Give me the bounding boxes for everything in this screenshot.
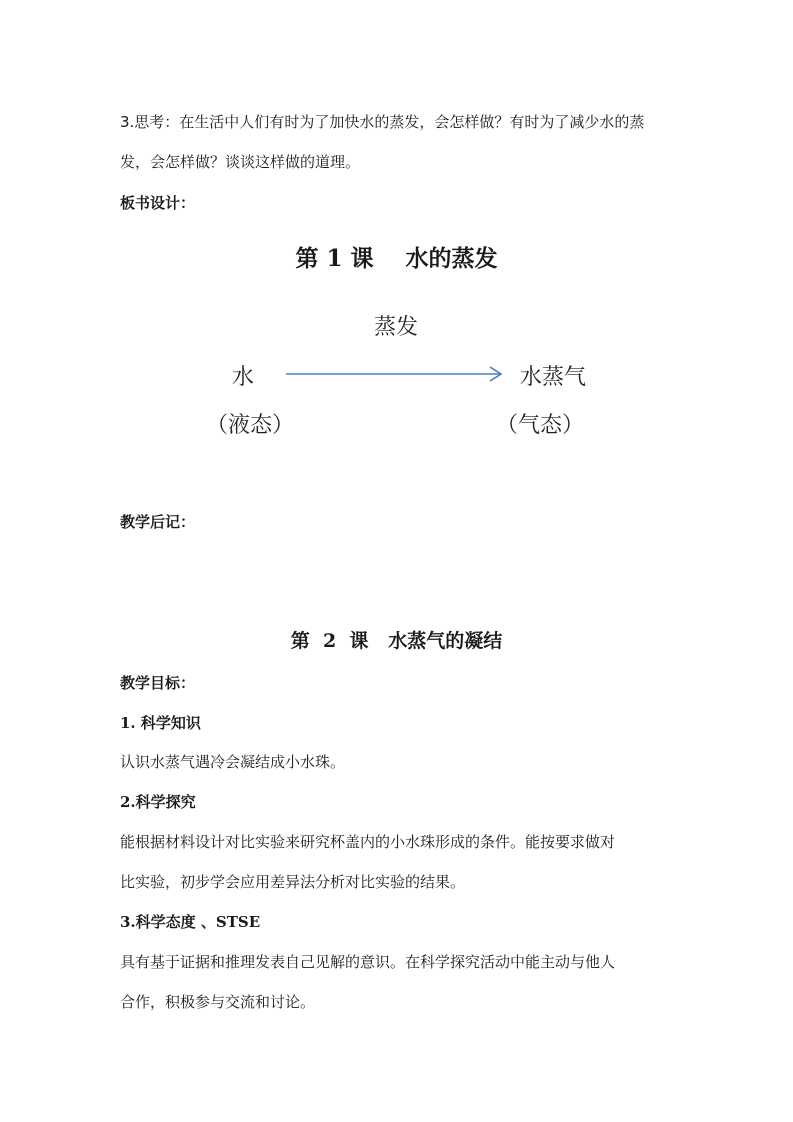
teaching-notes-label: 教学后记： [120,513,196,531]
section-2-heading: 2.科学探究 [120,793,196,811]
section-1-line-1: 认识水蒸气遇冷会凝结成小水珠。 [120,753,346,771]
board-design-label: 板书设计： [120,194,196,212]
section-3-line-2: 合作，积极参与交流和讨论。 [120,993,316,1011]
thinking-question-line-1: 3.思考：在生活中人们有时为了加快水的蒸发，会怎样做？有时为了减少水的蒸 [120,113,645,131]
section-2-line-2: 比实验，初步学会应用差异法分析对比实验的结果。 [120,873,466,891]
diagram-source-label: 水 [232,365,255,390]
diagram-process-label: 蒸发 [374,315,419,340]
teaching-objectives-label: 教学目标： [120,674,196,692]
diagram-arrow-icon [286,366,504,382]
lesson-2-title: 第 2 课 水蒸气的凝结 [290,630,503,652]
section-1-heading: 1. 科学知识 [120,714,201,732]
section-3-heading: 3.科学态度 、STSE [120,913,261,931]
diagram-source-state: （液态） [206,413,295,438]
section-2-line-1: 能根据材料设计对比实验来研究杯盖内的小水珠形成的条件。能按要求做对 [120,833,616,851]
thinking-question-line-2: 发，会怎样做？谈谈这样做的道理。 [120,153,361,171]
diagram-target-label: 水蒸气 [520,365,587,390]
diagram-target-state: （气态） [496,413,585,438]
section-3-line-1: 具有基于证据和推理发表自己见解的意识。在科学探究活动中能主动与他人 [120,953,616,971]
lesson-1-title: 第 1 课 水的蒸发 [295,245,498,272]
